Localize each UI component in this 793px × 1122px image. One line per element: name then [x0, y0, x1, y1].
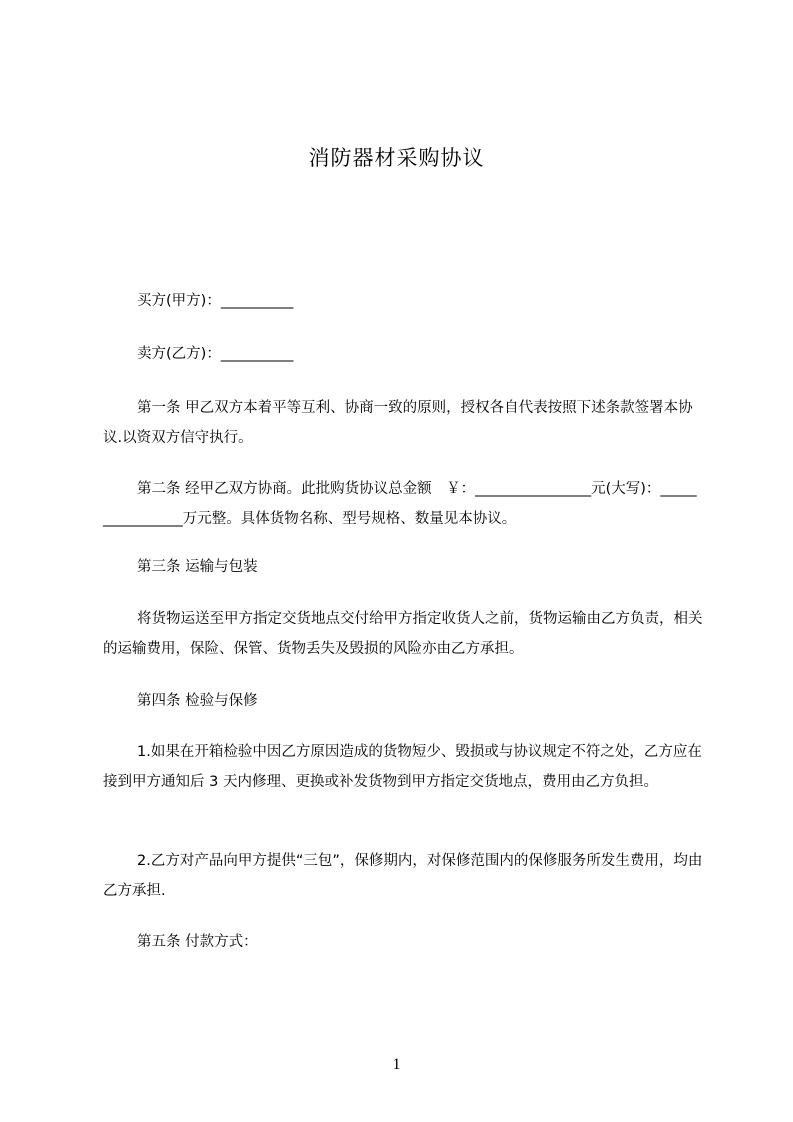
article-4-heading: 第四条 检验与保修 [137, 693, 258, 709]
article-4-item-2: 2.乙方对产品向甲方提供“三包”，保修期内，对保修范围内的保修服务所发生费用，均由乙方承担. [103, 853, 703, 899]
buyer-line: 买方(甲方)：__________ [137, 293, 294, 309]
article-5-heading: 第五条 付款方式： [137, 934, 258, 950]
document-title: 消防器材采购协议 [308, 146, 485, 170]
seller-line: 卖方(乙方)：__________ [137, 346, 294, 362]
article-1-paragraph: 第一条 甲乙双方本着平等互利、协商一致的原则，授权各自代表按照下述条款签署本协议.以资双方信守执行。 [103, 400, 693, 446]
article-3-heading: 第三条 运输与包装 [137, 559, 258, 575]
article-2-paragraph: 第二条 经甲乙双方协商。此批购货协议总金额 ￥：________________元(大写)：________________万元整。具体货物名称、型号规格、数量见本协议。 [103, 481, 697, 527]
article-3-body: 将货物运送至甲方指定交货地点交付给甲方指定收货人之前，货物运输由乙方负责，相关的运输费用，保险、保管、货物丢失及毁损的风险亦由乙方承担。 [103, 611, 703, 657]
article-4-item-1: 1.如果在开箱检验中因乙方原因造成的货物短少、毁损或与协议规定不符之处，乙方应在接到甲方通知后 3 天内修理、更换或补发货物到甲方指定交货地点，费用由乙方负担。 [103, 744, 702, 790]
page-number: 1 [392, 1056, 401, 1073]
